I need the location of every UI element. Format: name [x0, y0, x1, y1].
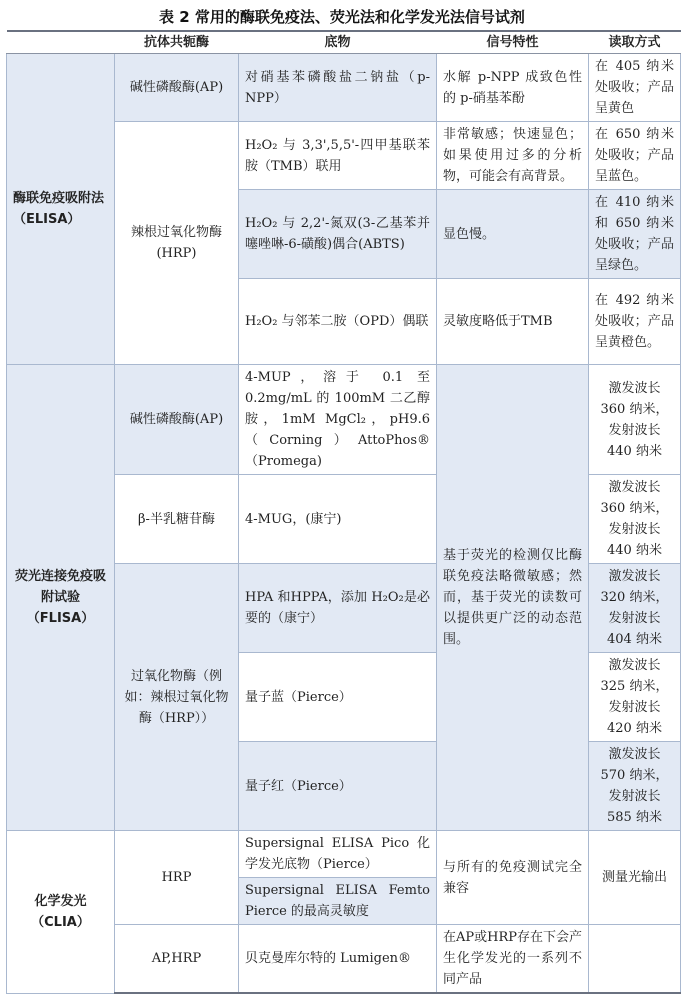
read-cell: 激发波长 320 纳米，发射波长 404 纳米 — [589, 564, 681, 653]
group-elisa: 酶联免疫吸附法（ELISA） — [7, 54, 115, 365]
read-cell: 激发波长 360 纳米，发射波长 440 纳米 — [589, 365, 681, 475]
read-cell: 在 405 纳米处吸收；产品呈黄色 — [589, 54, 681, 122]
signal-cell: 与所有的免疫测试完全兼容 — [437, 831, 589, 925]
enzyme-cell: AP,HRP — [115, 925, 239, 994]
group-clia: 化学发光（CLIA） — [7, 831, 115, 994]
enzyme-cell: HRP — [115, 831, 239, 925]
signal-cell: 基于荧光的检测仅比酶联免疫法略微敏感；然而，基于荧光的读数可以提供更广泛的动态范围。 — [437, 365, 589, 831]
header-enzyme: 抗体共轭酶 — [115, 31, 239, 54]
enzyme-cell: 碱性磷酸酶(AP) — [115, 54, 239, 122]
substrate-cell: HPA 和HPPA，添加 H₂O₂是必要的（康宁） — [239, 564, 437, 653]
substrate-cell: Supersignal ELISA Pico 化学发光底物（Pierce） — [239, 831, 437, 878]
signal-cell: 灵敏度略低于TMB — [437, 279, 589, 365]
read-cell: 测量光输出 — [589, 831, 681, 925]
substrate-cell: H₂O₂ 与 2,2'-氮双(3-乙基苯并噻唑啉-6-磺酸)偶合(ABTS) — [239, 190, 437, 279]
substrate-cell: H₂O₂ 与 3,3',5,5'-四甲基联苯胺（TMB）联用 — [239, 122, 437, 190]
header-group — [7, 31, 115, 54]
group-flisa: 荧光连接免疫吸附试验（FLISA） — [7, 365, 115, 831]
enzyme-cell: 过氧化物酶（例如：辣根过氧化物酶（HRP）） — [115, 564, 239, 831]
substrate-cell: 量子蓝（Pierce） — [239, 653, 437, 742]
table-row — [7, 54, 681, 122]
header-row — [7, 31, 681, 54]
signal-cell: 在AP或HRP存在下会产生化学发光的一系列不同产品 — [437, 925, 589, 994]
header-read: 读取方式 — [589, 31, 681, 54]
header-substrate: 底物 — [239, 31, 437, 54]
substrate-cell: 贝克曼库尔特的 Lumigen® — [239, 925, 437, 994]
enzyme-cell: 碱性磷酸酶(AP) — [115, 365, 239, 475]
read-cell: 激发波长 570 纳米，发射波长 585 纳米 — [589, 742, 681, 831]
substrate-cell: H₂O₂ 与邻苯二胺（OPD）偶联 — [239, 279, 437, 365]
read-cell: 激发波长 325 纳米，发射波长 420 纳米 — [589, 653, 681, 742]
signal-cell: 非常敏感；快速显色；如果使用过多的分析物，可能会有高背景。 — [437, 122, 589, 190]
substrate-cell: 4-MUG，(康宁) — [239, 475, 437, 564]
signal-cell: 水解 p-NPP 成致色性的 p-硝基苯酚 — [437, 54, 589, 122]
table-caption: 表 2 常用的酶联免疫法、荧光法和化学发光法信号试剂 — [159, 8, 525, 26]
substrate-cell: 对硝基苯磷酸盐二钠盐（p-NPP） — [239, 54, 437, 122]
substrate-cell: Supersignal ELISA Femto Pierce 的最高灵敏度 — [239, 878, 437, 925]
signal-cell: 显色慢。 — [437, 190, 589, 279]
read-cell — [589, 925, 681, 994]
header-signal: 信号特性 — [437, 31, 589, 54]
read-cell: 在 410 纳米和 650 纳米处吸收；产品呈绿色。 — [589, 190, 681, 279]
table-row — [7, 831, 681, 878]
substrate-cell: 量子红（Pierce） — [239, 742, 437, 831]
table-row — [7, 365, 681, 475]
read-cell: 在 650 纳米处吸收；产品呈蓝色。 — [589, 122, 681, 190]
read-cell: 激发波长 360 纳米，发射波长 440 纳米 — [589, 475, 681, 564]
substrate-cell: 4-MUP，溶于 0.1 至 0.2mg/mL 的 100mM 二乙醇胺，1mM MgCl₂，pH9.6（Corning）AttoPhos®（Promega) — [239, 365, 437, 475]
enzyme-cell: 辣根过氧化物酶(HRP) — [115, 122, 239, 365]
signal-reagent-table — [6, 30, 681, 994]
enzyme-cell: β-半乳糖苷酶 — [115, 475, 239, 564]
read-cell: 在 492 纳米处吸收；产品呈黄橙色。 — [589, 279, 681, 365]
